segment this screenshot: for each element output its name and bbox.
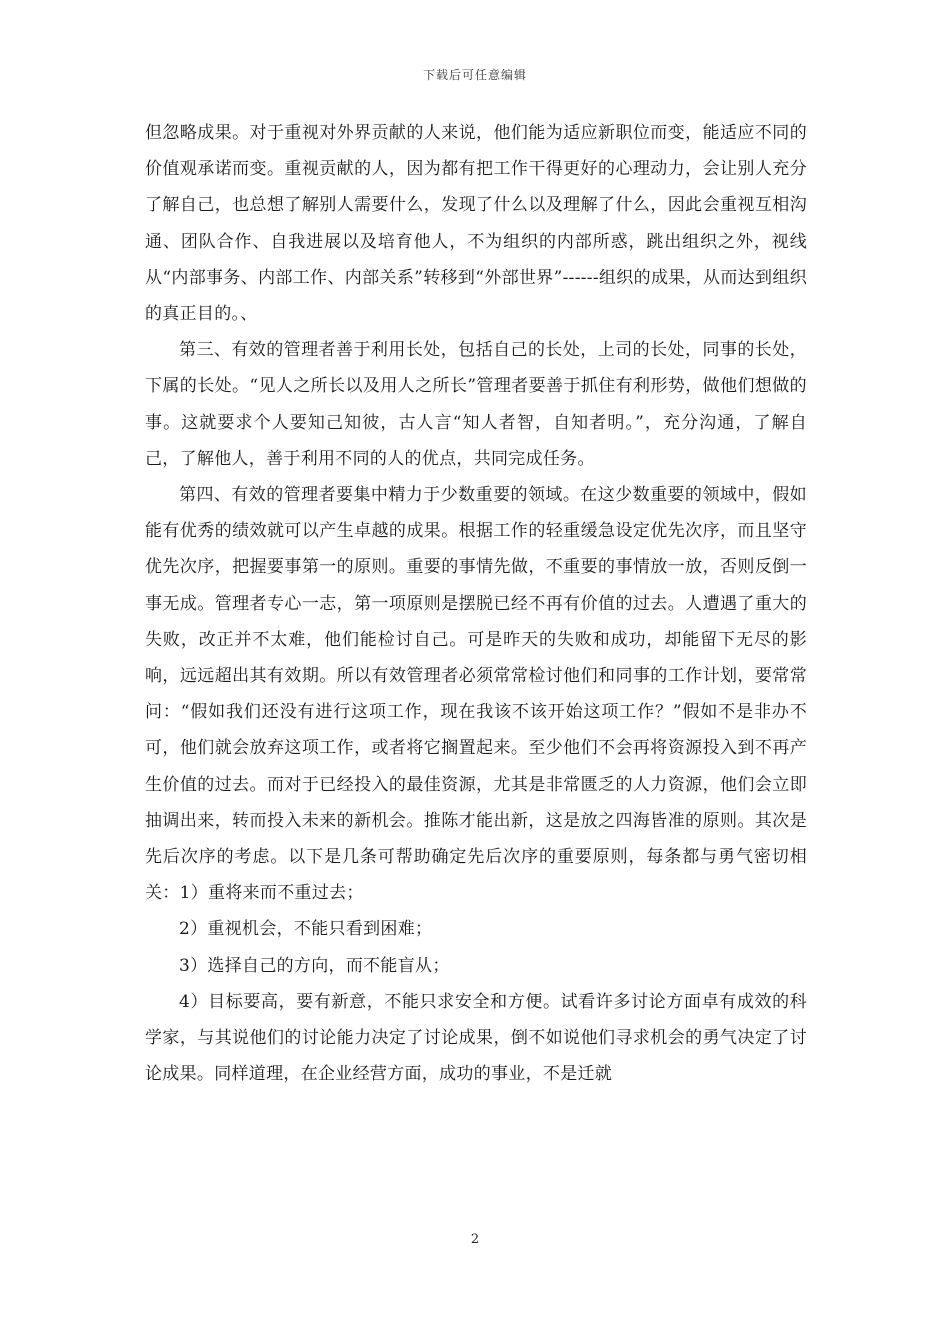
page-number: 2 [470, 1232, 480, 1247]
document-body [145, 115, 807, 1092]
header-note: 下载后可任意编辑 [422, 68, 527, 82]
paragraph-5: 3）选择自己的方向，而不能盲从； [179, 955, 450, 976]
paragraph-6: 4）目标要高，要有新意，不能只求安全和方便。试看许多讨论方面卓有成效的科学家，与其说他们的讨论能力决定了讨论成果，倒不如说他们寻求机会的勇气决定了讨论成果。同样道理，在企业经营方面，成功的事业，不是迁就 [145, 991, 807, 1085]
paragraph-3: 第四、有效的管理者要集中精力于少数重要的领域。在这少数重要的领域中，假如能有优秀的绩效就可以产生卓越的成果。根据工作的轻重缓急设定优先次序，而且坚守优先次序，把握要事第一的原则。重要的事情先做，不重要的事情放一放，否则反倒一事无成。管理者专心一志，第一项原则是摆脱已经不再有价值的过去。人遭遇了重大的失败，改正并不太难，他们能检讨自己。可是昨天的失败和成功，却能留下无尽的影响，远远超出其有效期。所以有效管理者必须常常检讨他们和同事的工作计划，要常常问：“假如我们还没有进行这项工作，现在我该不该开始这项工作？”假如不是非办不可，他们就会放弃这项工作，或者将它搁置起来。至少他们不会再将资源投入到不再产生价值的过去。而对于已经投入的最佳资源，尤其是非常匮乏的人力资源，他们会立即抽调出来，转而投入未来的新机会。推陈才能出新，这是放之四海皆准的原则。其次是先后次序的考虑。以下是几条可帮助确定先后次序的重要原则，每条都与勇气密切相关：1）重将来而不重过去； [145, 485, 807, 904]
paragraph-1: 但忽略成果。对于重视对外界贡献的人来说，他们能为适应新职位而变，能适应不同的价值观承诺而变。重视贡献的人，因为都有把工作干得更好的心理动力，会让别人充分了解自己，也总想了解别人需要什么，发现了什么以及理解了什么，因此会重视互相沟通、团队合作、自我进展以及培育他人，不为组织的内部所惑，跳出组织之外，视线从“内部事务、内部工作、内部关系”转移到“外部世界”------组织的成果，从而达到组织的真正目的。、 [145, 123, 807, 325]
paragraph-2: 第三、有效的管理者善于利用长处，包括自己的长处，上司的长处，同事的长处，下属的长处。“见人之所长以及用人之所长”管理者要善于抓住有利形势，做他们想做的事。这就要求个人要知己知彼，古人言“知人者智，自知者明。”，充分沟通，了解自己，了解他人，善于利用不同的人的优点，共同完成任务。 [145, 340, 807, 469]
paragraph-4: 2）重视机会，不能只看到困难； [179, 919, 433, 940]
